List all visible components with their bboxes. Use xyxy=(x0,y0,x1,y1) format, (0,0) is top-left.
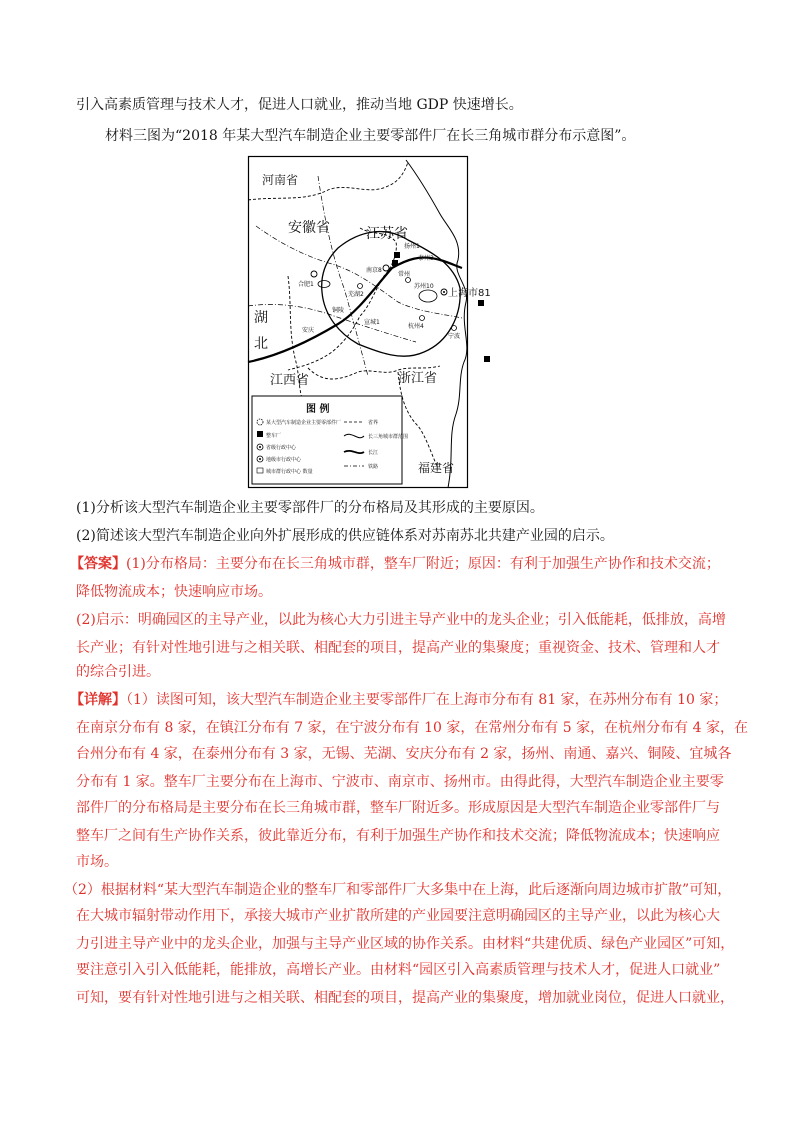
legend-item-railway: 铁路 xyxy=(368,464,379,470)
detail-line-1 xyxy=(70,690,727,710)
label-anqing: 安庆 xyxy=(302,327,315,334)
legend-item-cluster-range: 长三角城市群范围 xyxy=(368,434,409,440)
detail-line-5: 部件厂的分布格局是主要分布在长三角城市群，整车厂附近多。形成原因是大型汽车制造企业零部件厂与 xyxy=(76,800,720,816)
detail-line-8: （2）根据材料“某大型汽车制造企业的整车厂和零部件厂大多集中在上海，此后逐渐向周边城市扩散”可知， xyxy=(64,882,732,898)
label-tongling: 铜陵 xyxy=(332,307,345,314)
legend-item-prefecture-city: 地级市行政中心 xyxy=(266,457,302,463)
answer-line-5: 的综合引进。 xyxy=(76,664,160,680)
detail-line-6: 整车厂之间有生产协作关系，彼此靠近分布，有利于加强生产协作和技术交流；降低物流成本；快速响应 xyxy=(76,828,720,844)
label-wuhu: 芜湖2 xyxy=(348,291,364,298)
label-ningbo: 宁波 xyxy=(448,333,461,340)
intro-line-2: 材料三图为“2018 年某大型汽车制造企业主要零部件厂在长三角城市群分布示意图”。 xyxy=(105,128,636,144)
answer-text-1: (1)分布格局：主要分布在长三角城市群，整车厂附近；原因：有利于加强生产协作和技术交流； xyxy=(126,556,720,572)
detail-line-12: 可知，要有针对性地引进与之相关联、相配套的项目，提高产业的集聚度，增加就业岗位，促进人口就业， xyxy=(76,990,734,1006)
detail-line-4: 分布有 1 家。整车厂主要分布在上海市、宁波市、南京市、扬州市。由得此得，大型汽车制造企业主要零 xyxy=(76,774,724,790)
legend-item-yangtze: 长江 xyxy=(368,450,379,456)
label-zhejiang: 浙江省 xyxy=(398,371,438,386)
legend-item-province-border: 省界 xyxy=(368,420,379,426)
intro-line-1: 引入高素质管理与技术人才，促进人口就业，推动当地 GDP 快速增长。 xyxy=(76,97,523,113)
label-jiangsu: 江苏省 xyxy=(366,226,408,242)
label-hubei-1: 湖 xyxy=(254,310,268,326)
detail-line-7: 市场。 xyxy=(76,854,118,870)
answer-tag: 【答案】 xyxy=(70,556,126,572)
detail-line-10: 力引进主导产业中的龙头企业，加强与主导产业区域的协作关系。由材料“共建优质、绿色产业园区”可知， xyxy=(76,936,735,952)
label-hefei: 合肥1 xyxy=(298,281,314,288)
label-suzhou: 苏州10 xyxy=(414,283,434,290)
label-hangzhou: 杭州4 xyxy=(408,323,424,330)
plant-yangzhou xyxy=(394,252,400,258)
label-jiangxi: 江西省 xyxy=(270,373,310,388)
legend-item-parts-plant: 某大型汽车制造企业主要零部件厂 xyxy=(266,420,342,426)
plant-shanghai xyxy=(478,300,484,306)
answer-line-3: (2)启示：明确园区的主导产业，以此为核心大力引进主导产业中的龙头企业；引入低能耗，低排放，高增 xyxy=(76,612,726,628)
label-hubei-2: 北 xyxy=(254,336,268,352)
legend-item-provincial-capital: 省级行政中心 xyxy=(266,445,297,451)
label-nanjing: 南京8 xyxy=(366,267,382,274)
answer-line-1 xyxy=(70,554,720,574)
detail-tag: 【详解】 xyxy=(70,692,126,708)
plant-ningbo xyxy=(484,356,490,362)
label-xuancheng: 宣城1 xyxy=(364,319,380,326)
label-changzhou: 常州 xyxy=(398,271,411,278)
question-1: (1)分析该大型汽车制造企业主要零部件厂的分布格局及其形成的主要原因。 xyxy=(76,500,544,516)
detail-line-3: 台州分布有 4 家，在泰州分布有 3 家，无锡、芜湖、安庆分布有 2 家，扬州、南通、嘉兴、铜陵、宜城各 xyxy=(76,746,732,762)
label-taizhou: 泰州3 xyxy=(418,255,434,262)
detail-text-1: （1）读图可知，该大型汽车制造企业主要零部件厂在上海市分布有 81 家，在苏州分布有 10 家； xyxy=(126,692,728,708)
detail-line-9: 在大城市辐射带动作用下，承接大城市产业扩散所建的产业园要注意明确园区的主导产业，以此为核心大 xyxy=(76,908,720,924)
detail-line-2: 在南京分布有 8 家，在镇江分布有 7 家，在宁波分布有 10 家，在常州分布有 5 家，在杭州分布有 4 家，在 xyxy=(76,720,748,736)
label-henan: 河南省 xyxy=(262,173,299,187)
plant-nanjing xyxy=(392,260,398,266)
yangtze-delta-map xyxy=(248,156,491,488)
answer-line-4: 长产业；有针对性地引进与之相关联、相配套的项目，提高产业的集聚度；重视资金、技术、管理和人才 xyxy=(76,640,720,656)
legend-title: 图 例 xyxy=(306,404,330,415)
detail-line-11: 要注意引入引入低能耗，能排放，高增长产业。由材料“园区引入高素质管理与技术人才，促进人口就业” xyxy=(76,962,721,978)
label-anhui: 安徽省 xyxy=(288,220,330,236)
label-yangzhou: 扬州1 xyxy=(404,243,420,250)
question-2: (2)简述该大型汽车制造企业向外扩展形成的供应链体系对苏南苏北共建产业园的启示。 xyxy=(76,528,614,544)
answer-line-2: 降低物流成本；快速响应市场。 xyxy=(76,584,272,600)
label-shanghai: 上海市81 xyxy=(448,288,491,299)
legend-item-city-count: 城市群行政中心 数量 xyxy=(266,469,313,475)
label-fujian: 福建省 xyxy=(418,461,455,475)
legend-item-vehicle-plant: 整车厂 xyxy=(266,433,282,439)
